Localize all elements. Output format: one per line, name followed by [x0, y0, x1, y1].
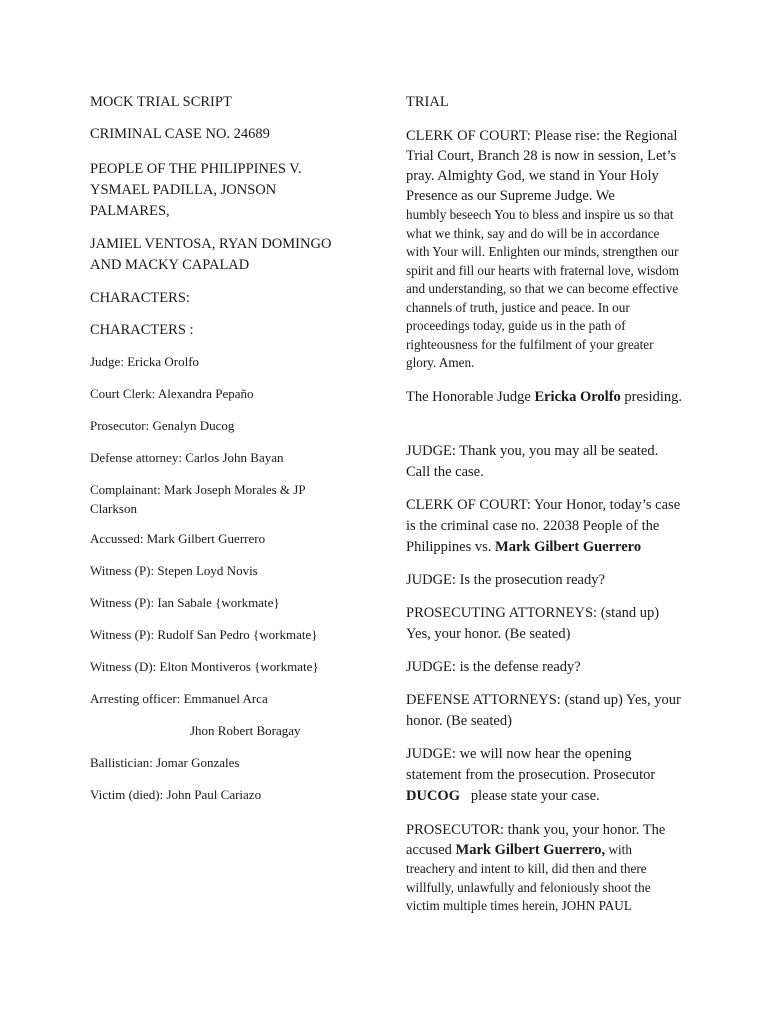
dialogue-clerk-case: CLERK OF COURT: Your Honor, today’s case is the criminal case no. 22038 People of the Philippines vs. Mark Gilbert Guerrero [406, 497, 681, 555]
dialogue-prosecutor-statement: PROSECUTOR: thank you, your honor. The accused Mark Gilbert Guerrero, with treachery and intent to kill, did then and there willfully, unlawfully and feloniously shoot the victim multiple times herein, JOHN PAUL [406, 820, 682, 916]
prayer-text-a: CLERK OF COURT: Please rise: the Regional Trial Court, Branch 28 is now in session, Let’s pray. Almighty God, we stand in Your Holy Presence as our Supreme Judge. We [406, 128, 678, 204]
character-item: Accussed: Mark Gilbert Guerrero [90, 531, 266, 546]
characters-heading: CHARACTERS: [90, 290, 190, 306]
character-item: Witness (P): Stepen Loyd Novis [90, 563, 258, 578]
dialogue-prosecuting-attorneys: PROSECUTING ATTORNEYS: (stand up) Yes, your honor. (Be seated) [406, 605, 660, 642]
characters-heading-2: CHARACTERS : [90, 322, 194, 338]
prosecutor-statement-text: treachery and intent to kill, did then and there willfully, unlawfully and feloniously shoot the victim multiple times herein, JOHN PAUL [406, 861, 651, 913]
character-item: Witness (P): Rudolf San Pedro {workmate} [90, 627, 318, 642]
prayer-text-b: humbly beseech You to bless and inspire us so that what we think, say and do will be in accordance with Your will. Enlighten our minds, strengthen our spirit and fill our hearts with fraternal love, wisdom and understanding, so that we can become effective channels of truth, justice and peace. In our proceedings today, guide us in the path of righteousness for the fulfilment of your greater glory. Amen. [406, 207, 679, 370]
dialogue-judge-prosecution: JUDGE: Is the prosecution ready? [406, 572, 605, 588]
character-item: Witness (D): Elton Montiveros {workmate} [90, 659, 319, 674]
accused-name: Mark Gilbert Guerrero [495, 539, 642, 555]
character-item: Witness (P): Ian Sabale {workmate} [90, 595, 280, 610]
judge-name: Ericka Orolfo [534, 389, 621, 405]
character-item: Judge: Ericka Orolfo [90, 354, 200, 369]
script-title: MOCK TRIAL SCRIPT [90, 94, 232, 110]
prosecutor-name: DUCOG [406, 788, 460, 804]
accused-name-bold: Mark Gilbert Guerrero, [455, 842, 606, 858]
case-number: CRIMINAL CASE NO. 24689 [90, 126, 270, 142]
character-item: Victim (died): John Paul Cariazo [90, 787, 262, 802]
character-item: Ballistician: Jomar Gonzales [90, 755, 240, 770]
character-item: Arresting officer: Emmanuel Arca [90, 691, 268, 706]
character-item: Complainant: Mark Joseph Morales & JP Clarkson [90, 482, 306, 516]
parties-line-1: PEOPLE OF THE PHILIPPINES V. YSMAEL PADILLA, JONSON PALMARES, [90, 161, 302, 219]
opening-prayer [406, 126, 682, 373]
character-item: Prosecutor: Genalyn Ducog [90, 418, 235, 433]
trial-heading: TRIAL [406, 94, 449, 110]
character-item: Court Clerk: Alexandra Pepaño [90, 386, 254, 401]
parties-line-2: JAMIEL VENTOSA, RYAN DOMINGO AND MACKY CAPALAD [90, 236, 332, 273]
judge-presiding: The Honorable Judge Ericka Orolfo presiding. [406, 389, 682, 405]
dialogue-judge-seated: JUDGE: Thank you, you may all be seated. Call the case. [406, 443, 659, 480]
dialogue-defense-attorneys: DEFENSE ATTORNEYS: (stand up) Yes, your honor. (Be seated) [406, 692, 681, 729]
character-item: Defense attorney: Carlos John Bayan [90, 450, 284, 465]
character-item: Jhon Robert Boragay [190, 723, 301, 738]
dialogue-judge-defense: JUDGE: is the defense ready? [406, 659, 581, 675]
dialogue-judge-opening: JUDGE: we will now hear the opening statement from the prosecution. Prosecutor DUCOG please state your case. [406, 746, 656, 804]
